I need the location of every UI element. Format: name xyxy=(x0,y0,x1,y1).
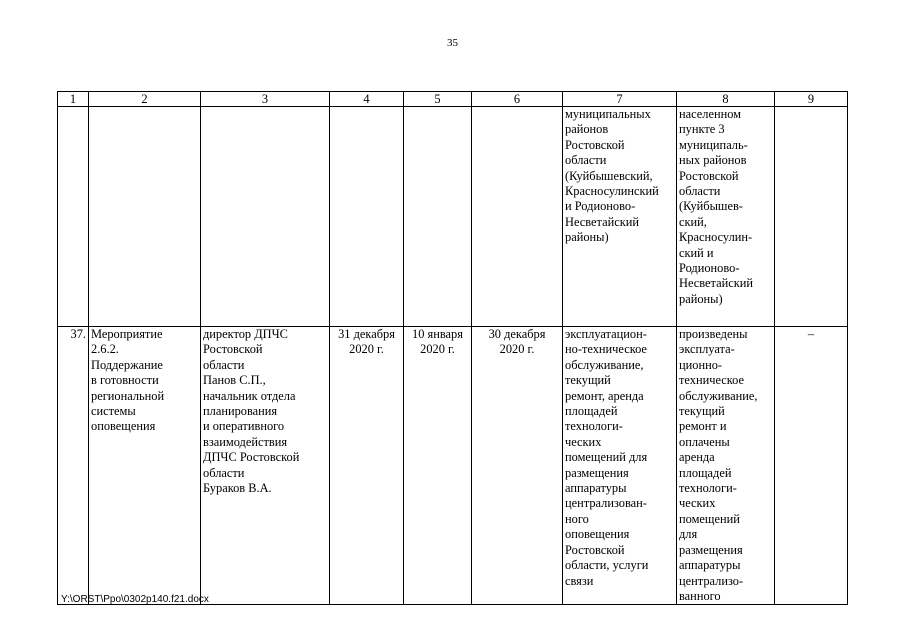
file-path-footer: Y:\ORST\Ppo\0302p140.f21.docx xyxy=(61,594,209,605)
date-cell: 31 декабря 2020 г. xyxy=(330,327,404,605)
column-header: 9 xyxy=(775,92,848,107)
column-header: 1 xyxy=(58,92,89,107)
column-header: 3 xyxy=(201,92,330,107)
column-header: 4 xyxy=(330,92,404,107)
responsible-cell xyxy=(201,107,330,327)
report-table xyxy=(57,91,848,605)
event-cell: Мероприятие 2.6.2. Поддержание в готовности региональной системы оповещения xyxy=(89,327,201,605)
row-number xyxy=(58,107,89,327)
column-header: 2 xyxy=(89,92,201,107)
column-header: 6 xyxy=(472,92,563,107)
row-number: 37. xyxy=(58,327,89,605)
date-cell xyxy=(404,107,472,327)
note-cell: – xyxy=(775,327,848,605)
actual-result-cell: произведены эксплуата- ционно- техническое обслуживание, текущий ремонт и оплачены аренда площадей технологи- ческих помещений для размещения аппаратуры централизо- ванного xyxy=(677,327,775,605)
column-header: 5 xyxy=(404,92,472,107)
expected-result-cell: муниципальных районов Ростовской области (Куйбышевский, Красносулинский и Родионово- Несветайский районы) xyxy=(563,107,677,327)
header-row xyxy=(58,92,848,107)
column-header: 8 xyxy=(677,92,775,107)
note-cell xyxy=(775,107,848,327)
page-number: 35 xyxy=(447,37,458,49)
actual-result-cell: населенном пункте 3 муниципаль- ных районов Ростовской области (Куйбышев- ский, Красносулин- ский и Родионово- Несветайский районы) xyxy=(677,107,775,327)
date-cell: 30 декабря 2020 г. xyxy=(472,327,563,605)
event-cell xyxy=(89,107,201,327)
table-row xyxy=(58,107,848,327)
date-cell: 10 января 2020 г. xyxy=(404,327,472,605)
table-row xyxy=(58,327,848,605)
date-cell xyxy=(472,107,563,327)
date-cell xyxy=(330,107,404,327)
expected-result-cell: эксплуатацион- но-техническое обслуживание, текущий ремонт, аренда площадей технологи- ческих помещений для размещения аппаратуры централизован- ного оповещения Ростовской области, услуги связи xyxy=(563,327,677,605)
column-header: 7 xyxy=(563,92,677,107)
responsible-cell: директор ДПЧС Ростовской области Панов С.П., начальник отдела планирования и оперативного взаимодействия ДПЧС Ростовской области Бураков В.А. xyxy=(201,327,330,605)
